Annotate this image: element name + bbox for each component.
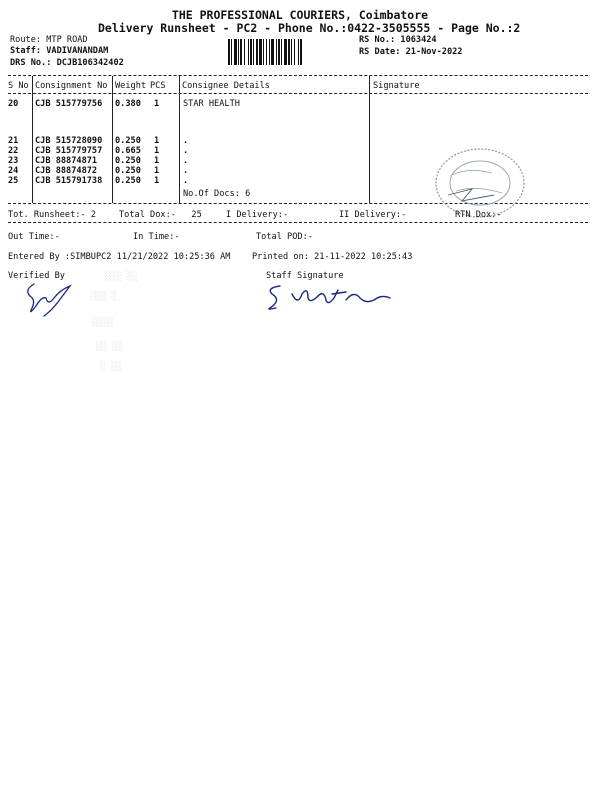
col-header-weight: Weight [115,81,147,91]
route-label: Route: MTP ROAD [10,35,88,45]
col-header-sno: S No [8,81,29,91]
total-pod: Total POD:- [256,232,313,242]
row-consignment: CJB 515728090 [35,136,103,146]
row-weight: 0.665 [115,146,141,156]
row-consignee: . [183,166,189,176]
col-header-consignee: Consignee Details [182,81,270,91]
no-of-docs: No.Of Docs: 6 [183,189,251,199]
row-sno: 20 [8,99,19,109]
col-header-consignment: Consignment No [35,81,108,91]
row-consignment: CJB 515779757 [35,146,103,156]
row-consignee: STAR HEALTH [183,99,240,109]
row-sno: 22 [8,146,19,156]
staff-label: Staff: VADIVANANDAM [10,46,109,56]
staff-signature-icon [262,280,402,314]
row-weight: 0.250 [115,166,141,176]
row-pcs: 1 [154,176,160,186]
row-weight: 0.250 [115,136,141,146]
barcode [228,39,352,65]
rs-number: RS No.: 1063424 [359,35,437,45]
row-sno: 24 [8,166,19,176]
tot-runsheet: Tot. Runsheet:- 2 [8,210,96,220]
row-consignee: . [183,146,189,156]
staff-signature-label: Staff Signature [266,271,344,281]
row-sno: 23 [8,156,19,166]
verified-signature-icon [20,276,82,322]
entered-by: Entered By :SIMBUPC2 11/21/2022 10:25:36 AM [8,252,231,262]
row-consignment: CJB 515791738 [35,176,103,186]
row-sno: 25 [8,176,19,186]
row-consignee: . [183,156,189,166]
i-delivery: I Delivery:- [226,210,289,220]
row-pcs: 1 [154,166,160,176]
runsheet-title: Delivery Runsheet - PC2 - Phone No.:0422-3505555 - Page No.:2 [98,21,521,35]
total-dox: Total Dox:- 25 [119,210,202,220]
col-header-signature: Signature [373,81,420,91]
row-sno: 21 [8,136,19,146]
row-pcs: 1 [154,156,160,166]
row-consignment: CJB 515779756 [35,99,103,109]
row-pcs: 1 [154,136,160,146]
row-consignee: . [183,176,189,186]
printed-on: Printed on: 21-11-2022 10:25:43 [252,252,413,262]
company-title: THE PROFESSIONAL COURIERS, Coimbatore [171,8,429,22]
verified-by-label: Verified By [8,271,65,281]
row-consignment: CJB 88874872 [35,166,98,176]
row-pcs: 1 [154,99,160,109]
col-header-pcs: PCS [150,81,166,91]
drs-number: DRS No.: DCJB106342402 [10,58,124,68]
ii-delivery: II Delivery:- [339,210,407,220]
in-time: In Time:- [133,232,180,242]
rtn-dox: RTN Dox:- [455,210,502,220]
row-weight: 0.380 [115,99,141,109]
row-pcs: 1 [154,146,160,156]
row-weight: 0.250 [115,156,141,166]
row-consignment: CJB 88874871 [35,156,98,166]
rs-date: RS Date: 21-Nov-2022 [359,47,463,57]
row-consignee: . [183,136,189,146]
row-weight: 0.250 [115,176,141,186]
out-time: Out Time:- [8,232,60,242]
